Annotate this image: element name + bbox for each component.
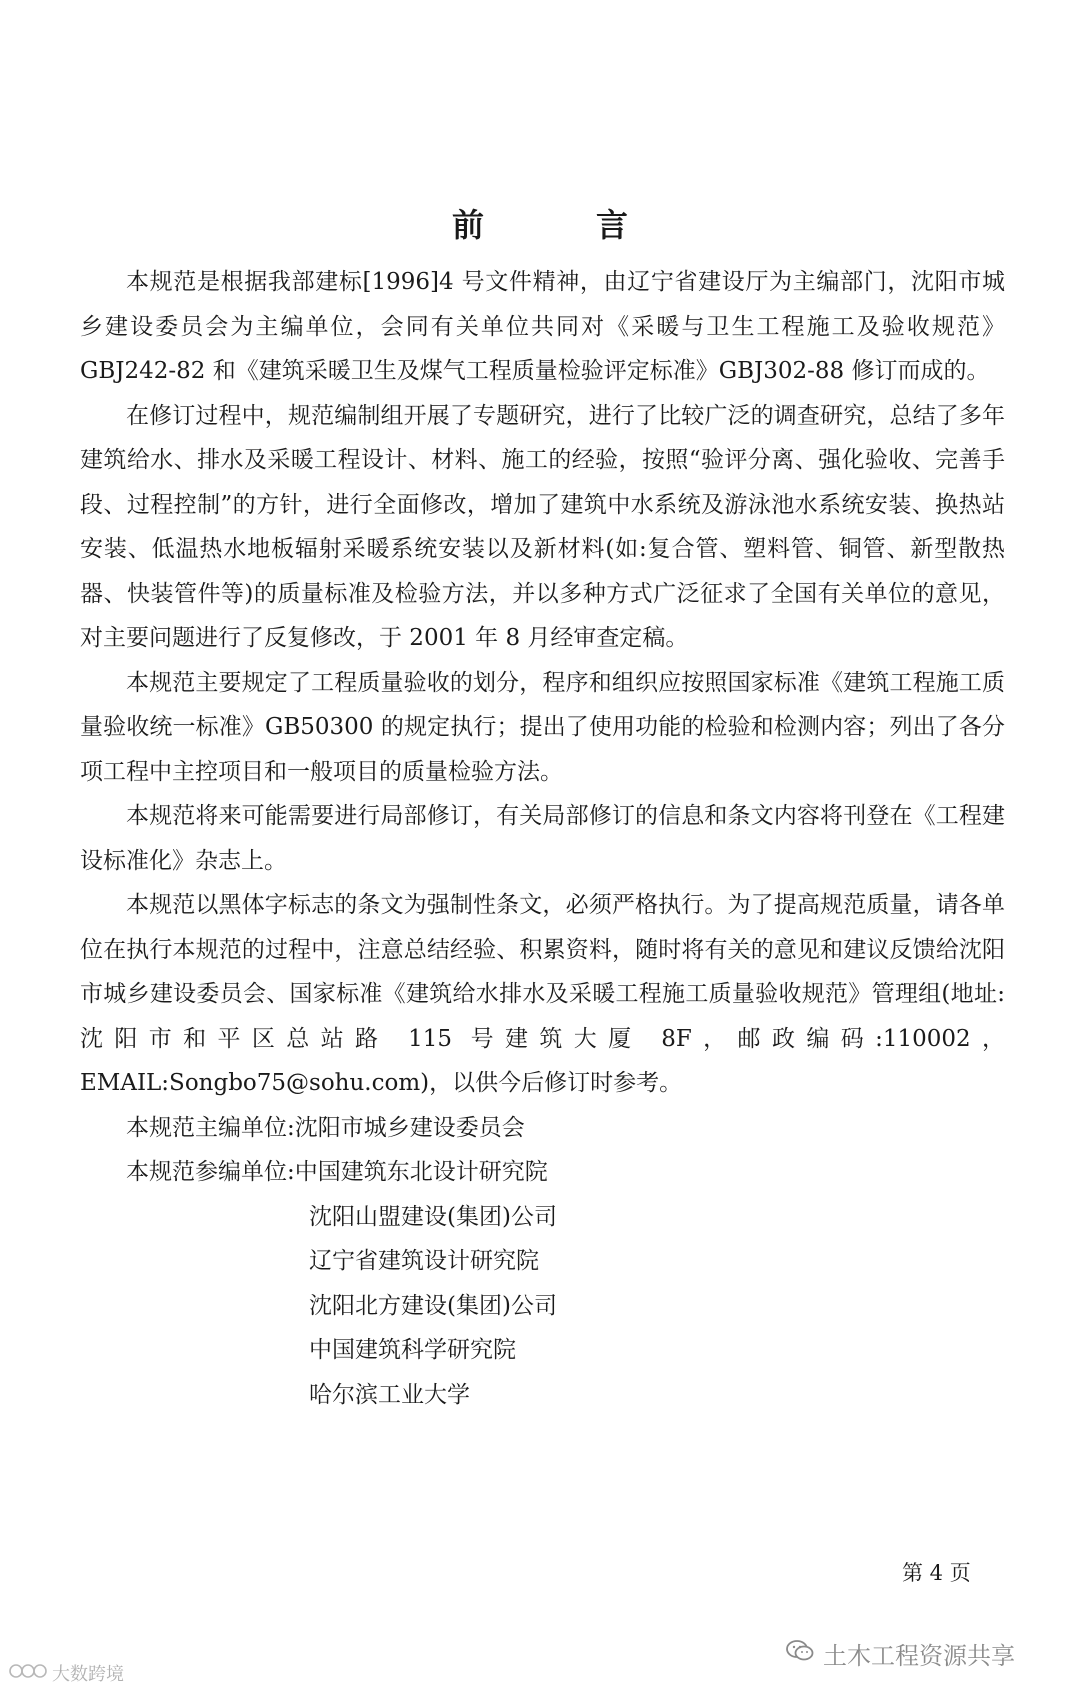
participant-org: 哈尔滨工业大学 (309, 1381, 470, 1408)
wechat-icon (785, 1638, 815, 1670)
paragraph: 在修订过程中，规范编制组开展了专题研究，进行了比较广泛的调查研究，总结了多年建筑给水、排水及采暖工程设计、材料、施工的经验，按照“验评分离、强化验收、完善手段、过程控制”的方针，进行全面修改，增加了建筑中水系统及游泳池水系统安装、换热站安装、低温热水地板辐射采暖系统安装以及新材料(如:复合管、塑料管、铜管、新型散热器、快装管件等)的质量标准及检验方法，并以多种方式广泛征求了全国有关单位的意见，对主要问题进行了反复修改，于 2001 年 8 月经审查定稿。 (80, 402, 1005, 651)
paragraph: 本规范主要规定了工程质量验收的划分，程序和组织应按照国家标准《建筑工程施工质量验收统一标准》GB50300 的规定执行；提出了使用功能的检验和检测内容；列出了各分项工程中主控项目和一般项目的质量检验方法。 (80, 669, 1005, 785)
page-number: 第 4 页 (902, 1561, 971, 1585)
participant-org: 中国建筑科学研究院 (309, 1337, 516, 1363)
paragraph: 本规范以黑体字标志的条文为强制性条文，必须严格执行。为了提高规范质量，请各单位在执行本规范的过程中，注意总结经验、积累资料，随时将有关的意见和建议反馈给沈阳市城乡建设委员会、国家标准《建筑给水排水及采暖工程施工质量验收规范》管理组(地址:沈阳市和平区总站路 115 号建筑大厦 8F，邮政编码:110002，EMAIL:Songbo75@sohu.com)，以供今后修订时参考。 (80, 892, 1005, 1096)
participant-org: 沈阳山盟建设(集团)公司 (309, 1203, 557, 1230)
watermark-wechat (785, 1636, 1015, 1671)
participant-org: 沈阳北方建设(集团)公司 (309, 1292, 557, 1319)
page-title: 前 言 (451, 206, 668, 244)
participants-line: 本规范参编单位:中国建筑东北设计研究院 (126, 1159, 548, 1185)
watermark-text: 土木工程资源共享 (823, 1642, 1015, 1670)
participant-org: 辽宁省建筑设计研究院 (309, 1248, 539, 1274)
watermark-brand (8, 1660, 124, 1686)
chief-editor-line: 本规范主编单位:沈阳市城乡建设委员会 (126, 1114, 525, 1141)
watermark-brand-text: 大数跨境 (52, 1664, 124, 1685)
paragraph: 本规范将来可能需要进行局部修订，有关局部修订的信息和条文内容将刊登在《工程建设标准化》杂志上。 (80, 803, 1005, 874)
logo-icon (8, 1661, 48, 1686)
paragraph: 本规范是根据我部建标[1996]4 号文件精神，由辽宁省建设厅为主编部门，沈阳市城乡建设委员会为主编单位，会同有关单位共同对《采暖与卫生工程施工及验收规范》GBJ242-82 和《建筑采暖卫生及煤气工程质量检验评定标准》GBJ302-88 修订而成的。 (80, 269, 1005, 384)
body-text (80, 260, 1005, 1417)
